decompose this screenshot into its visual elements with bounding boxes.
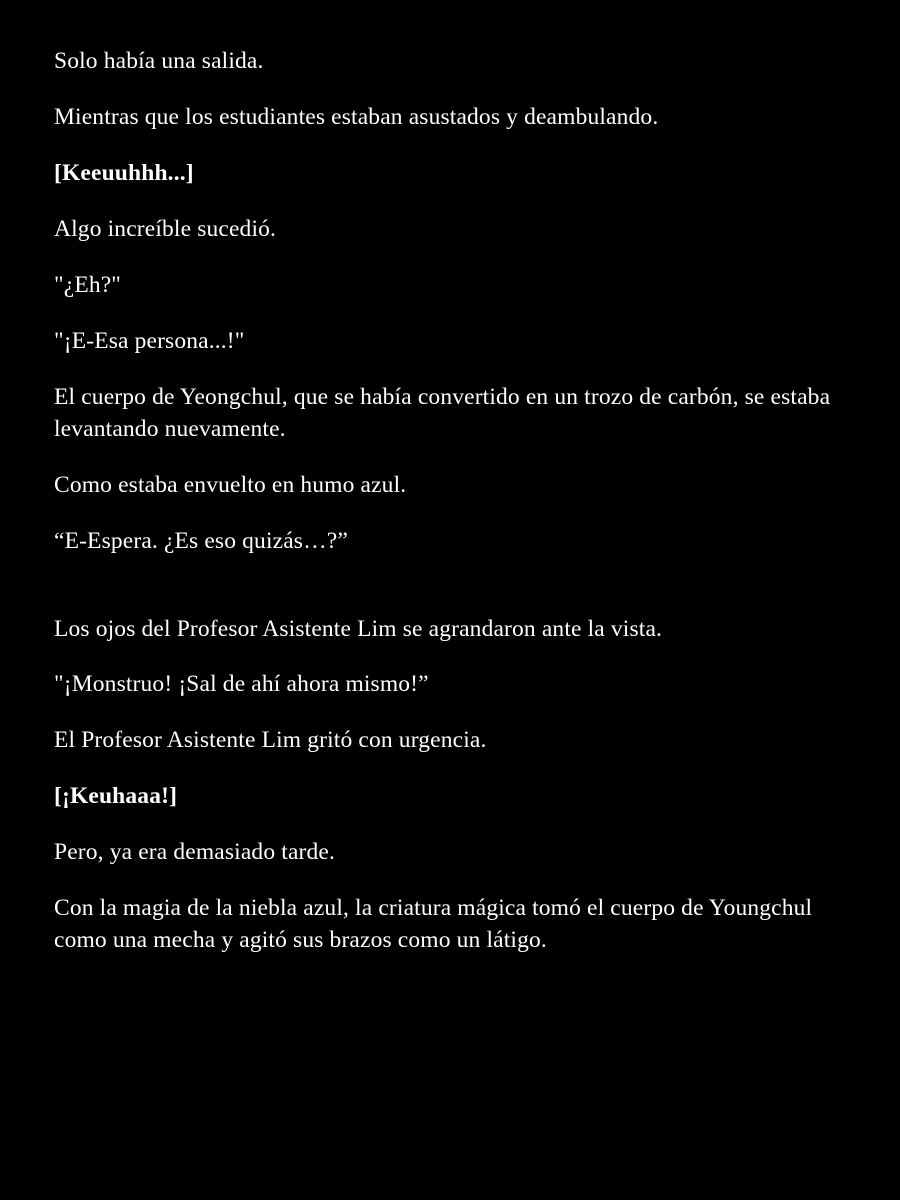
paragraph: Mientras que los estudiantes estaban asustados y deambulando. (54, 103, 659, 130)
paragraph: "¡Monstruo! ¡Sal de ahí ahora mismo!” (54, 671, 429, 698)
paragraph: [¡Keuhaaa!] (54, 783, 178, 810)
paragraph: "¡E-Esa persona...!" (54, 327, 245, 354)
paragraph: Algo increíble sucedió. (54, 215, 277, 242)
paragraph: Solo había una salida. (54, 48, 264, 74)
paragraph: “E-Espera. ¿Es eso quizás…?” (54, 527, 348, 554)
paragraph: El cuerpo de Yeongchul, que se había convertido en un trozo de carbón, se estaba levantando nuevamente. (54, 383, 837, 442)
paragraph: "¿Eh?" (54, 271, 122, 298)
paragraph: Los ojos del Profesor Asistente Lim se agrandaron ante la vista. (54, 615, 663, 642)
paragraph: Como estaba envuelto en humo azul. (54, 471, 407, 498)
story-text-body (54, 46, 846, 957)
paragraph: Con la magia de la niebla azul, la criatura mágica tomó el cuerpo de Youngchul como una mecha y agitó sus brazos como un látigo. (54, 895, 819, 954)
paragraph: [Keeuuhhh...] (54, 159, 194, 186)
paragraph: El Profesor Asistente Lim gritó con urgencia. (54, 727, 487, 754)
paragraph: Pero, ya era demasiado tarde. (54, 839, 336, 866)
